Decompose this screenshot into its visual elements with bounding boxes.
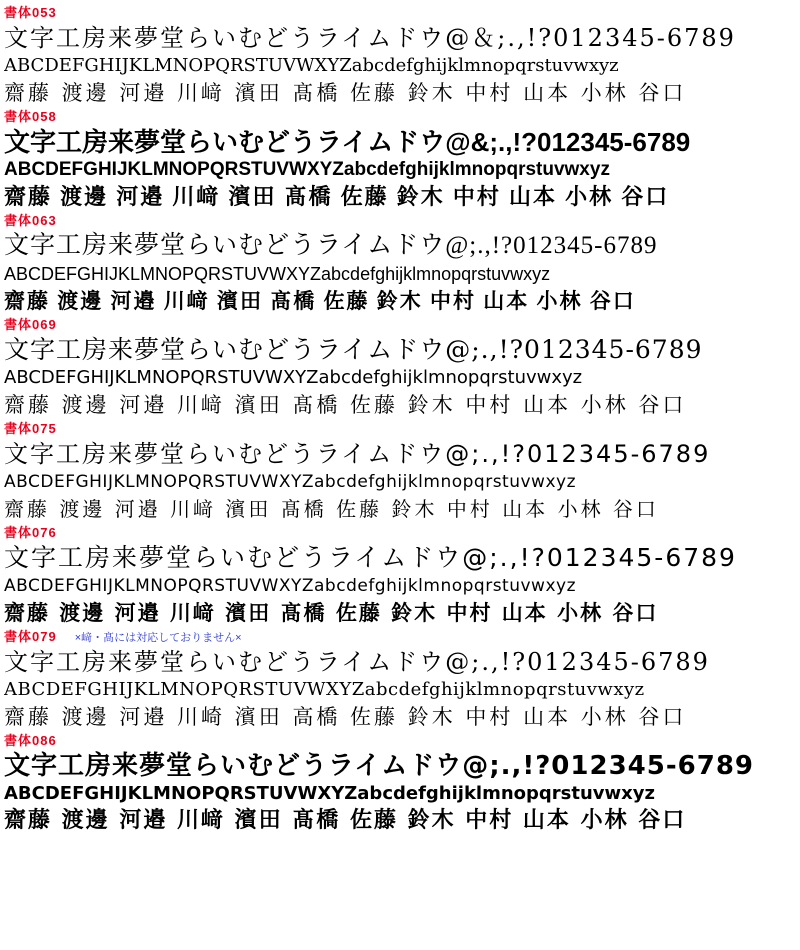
specimen-sample-names: 齋藤 渡邊 河邉 川崎 濱田 高橋 佐藤 鈴木 中村 山本 小林 谷口 (4, 705, 687, 729)
specimen-sample-latin: ABCDEFGHIJKLMNOPQRSTUVWXYZabcdefghijklmnopqrstuvwxyz (4, 679, 645, 700)
specimen-header (4, 420, 796, 438)
specimen-sample-japanese: 文字工房来夢堂らいむどうライムドウ@＆;.,!?012345-6789 (4, 24, 736, 52)
specimen-sample-latin: ABCDEFGHIJKLMNOPQRSTUVWXYZabcdefghijklmnopqrstuvwxyz (4, 55, 619, 76)
specimen-code: 書体063 (4, 213, 57, 228)
specimen-code: 書体076 (4, 525, 57, 540)
specimen-block (0, 732, 800, 836)
specimen-block (0, 524, 800, 628)
specimen-sample-latin: ABCDEFGHIJKLMNOPQRSTUVWXYZabcdefghijklmnopqrstuvwxyz (4, 783, 655, 804)
specimen-code: 書体058 (4, 109, 57, 124)
specimen-header (4, 108, 796, 126)
specimen-sample-japanese: 文字工房来夢堂らいむどうライムドウ@;.,!?012345-6789 (4, 648, 710, 676)
specimen-sample-names: 齋藤 渡邊 河邉 川﨑 濱田 髙橋 佐藤 鈴木 中村 山本 小林 谷口 (4, 393, 687, 417)
specimen-block (0, 628, 800, 732)
specimen-header (4, 4, 796, 22)
specimen-sample-japanese: 文字工房来夢堂らいむどうライムドウ@;.,!?012345-6789 (4, 335, 703, 364)
specimen-code: 書体079 (4, 629, 57, 644)
specimen-sample-japanese: 文字工房来夢堂らいむどうライムドウ@&;.,!?012345-6789 (4, 127, 691, 157)
specimen-header (4, 316, 796, 334)
specimen-header (4, 212, 796, 230)
specimen-header (4, 628, 796, 646)
specimen-code: 書体075 (4, 421, 57, 436)
specimen-header (4, 524, 796, 542)
specimen-sample-latin: ABCDEFGHIJKLMNOPQRSTUVWXYZabcdefghijklmnopqrstuvwxyz (4, 159, 610, 180)
specimen-sample-names: 齋藤 渡邊 河邉 川﨑 濱田 髙橋 佐藤 鈴木 中村 山本 小林 谷口 (4, 497, 659, 521)
specimen-sample-japanese: 文字工房来夢堂らいむどうライムドウ@;.,!?012345-6789 (4, 440, 711, 468)
specimen-header (4, 732, 796, 750)
specimen-sample-names: 齋藤 渡邊 河邉 川﨑 濱田 髙橋 佐藤 鈴木 中村 山本 小林 谷口 (4, 289, 636, 313)
specimen-sample-latin: ABCDEFGHIJKLMNOPQRSTUVWXYZabcdefghijklmnopqrstuvwxyz (4, 264, 551, 284)
specimen-block (0, 420, 800, 524)
specimen-sample-latin: ABCDEFGHIJKLMNOPQRSTUVWXYZabcdefghijklmnopqrstuvwxyz (4, 472, 577, 492)
specimen-code: 書体069 (4, 317, 57, 332)
specimen-sample-names: 齋藤 渡邊 河邉 川﨑 濱田 髙橋 佐藤 鈴木 中村 山本 小林 谷口 (4, 601, 659, 625)
specimen-block (0, 4, 800, 108)
specimen-block (0, 108, 800, 212)
specimen-sample-latin: ABCDEFGHIJKLMNOPQRSTUVWXYZabcdefghijklmnopqrstuvwxyz (4, 367, 583, 388)
specimen-sample-japanese: 文字工房来夢堂らいむどうライムドウ@;.,!?012345-6789 (4, 543, 737, 572)
specimen-sample-names: 齋藤 渡邊 河邉 川﨑 濱田 髙橋 佐藤 鈴木 中村 山本 小林 谷口 (4, 81, 687, 105)
specimen-code: 書体053 (4, 5, 57, 20)
specimen-block (0, 316, 800, 420)
specimen-sample-names: 齋藤 渡邊 河邉 川﨑 濱田 髙橋 佐藤 鈴木 中村 山本 小林 谷口 (4, 808, 687, 833)
specimen-sample-japanese: 文字工房来夢堂らいむどうライムドウ@;.,!?012345-6789 (4, 751, 755, 781)
specimen-sample-latin: ABCDEFGHIJKLMNOPQRSTUVWXYZabcdefghijklmnopqrstuvwxyz (4, 576, 577, 596)
specimen-code: 書体086 (4, 733, 57, 748)
specimen-sample-names: 齋藤 渡邊 河邉 川﨑 濱田 髙橋 佐藤 鈴木 中村 山本 小林 谷口 (4, 184, 670, 209)
specimen-block (0, 212, 800, 316)
specimen-sample-japanese: 文字工房来夢堂らいむどうライムドウ@;.,!?012345-6789 (4, 232, 658, 259)
specimen-note: ×﨑・髙には対応しておりません× (74, 632, 242, 644)
